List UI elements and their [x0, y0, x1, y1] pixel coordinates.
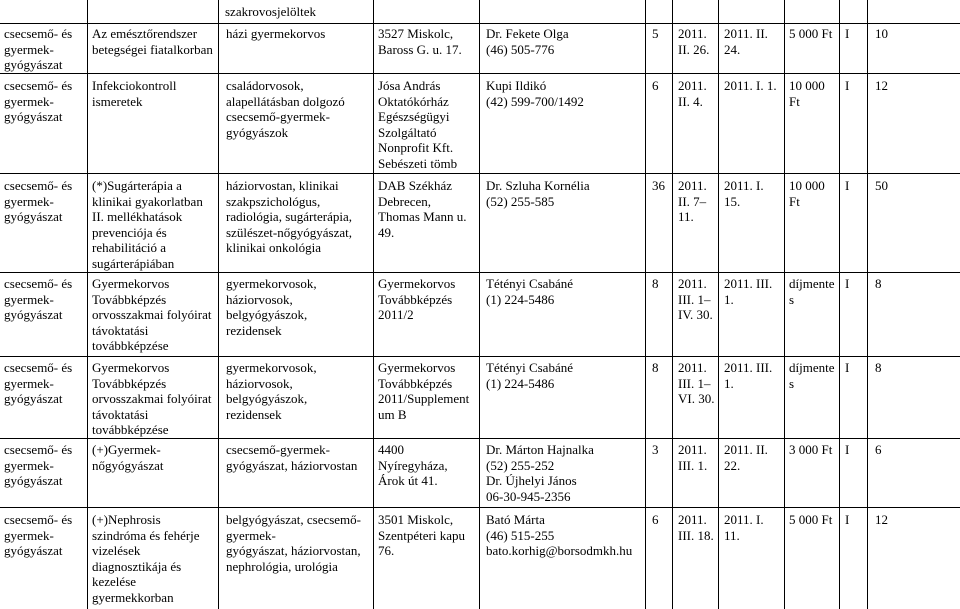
dates-line: III. 1.: [678, 457, 708, 473]
dates-line: II. 26.: [678, 41, 710, 57]
cell-type: [845, 178, 865, 194]
contact-line: Tétényi Csabáné: [486, 360, 573, 375]
contact-line: Dr. Újhelyi János: [486, 473, 577, 488]
points-line: 6: [652, 512, 659, 527]
title-line: továbbképzése: [92, 338, 169, 353]
cell-type: [845, 78, 865, 94]
title-line: diagnosztikája és: [92, 558, 182, 574]
cell-area: [4, 26, 86, 73]
audience-line: belgyógyászat, csecsemő-: [226, 512, 362, 527]
cell-points: [652, 442, 672, 458]
row-border: [0, 73, 960, 74]
title-line: továbbképzése: [92, 422, 169, 437]
cell-title: [92, 178, 217, 271]
audience-line: gyógyászat, háziorvostan: [226, 457, 358, 473]
cell-dates: [678, 360, 718, 407]
location-line: Jósa András: [378, 78, 441, 93]
title-line: Továbbképzés: [92, 291, 167, 307]
fee-line: 10 000: [789, 178, 825, 193]
contact-line: 06-30-945-2356: [486, 488, 571, 504]
cell-deadline: [724, 442, 784, 473]
spillover-line: szakrovosjelöltek: [225, 4, 316, 19]
cell-title: [92, 276, 217, 354]
location-line: um B: [378, 406, 407, 422]
cell-type: [845, 360, 865, 376]
fee-line: 3 000 Ft: [789, 442, 833, 457]
cell-points: [652, 26, 672, 42]
contact-line: (1) 224-5486: [486, 375, 555, 391]
audience-line: szakpszichológus,: [226, 193, 321, 209]
cell-title: [92, 78, 217, 109]
dates-line: II. 7–: [678, 193, 707, 209]
title-line: (*)Sugárterápia a: [92, 178, 182, 193]
area-line: gyógyászat: [4, 57, 63, 72]
column-border: [784, 0, 785, 609]
title-line: távoktatási: [92, 406, 149, 422]
column-border: [718, 0, 719, 609]
contact-line: bato.korhig@borsodmkh.hu: [486, 543, 633, 558]
area-line: csecsemő- és: [4, 178, 73, 193]
title-line: klinikai gyakorlatban: [92, 193, 203, 209]
dates-line: 2011.: [678, 360, 707, 375]
cell-points: [652, 512, 672, 528]
location-line: 76.: [378, 543, 395, 558]
area-line: csecsemő- és: [4, 78, 73, 93]
area-line: csecsemő- és: [4, 276, 73, 291]
points-line: 5: [652, 26, 659, 41]
cell-location: [378, 512, 478, 559]
cell-audience: [226, 78, 372, 140]
dates-line: 2011.: [678, 442, 707, 457]
cell-points: [652, 178, 672, 194]
area-line: gyógyászat: [4, 473, 63, 488]
area-line: gyógyászat: [4, 209, 63, 224]
cell-dates: [678, 276, 718, 323]
cell-location: [378, 78, 478, 171]
fee-line: 5 000 Ft: [789, 512, 833, 527]
audience-line: belgyógyászok,: [226, 307, 308, 322]
fee-line: s: [789, 375, 795, 391]
audience-line: belgyógyászok,: [226, 391, 308, 406]
area-line: gyermek-: [4, 375, 54, 391]
cell-fee: [789, 178, 839, 209]
contact-line: Kupi Ildikó: [486, 78, 547, 93]
title-line: távoktatási: [92, 322, 149, 338]
dates-line: III. 1–: [678, 291, 711, 307]
column-border: [218, 0, 219, 609]
row-border: [0, 438, 960, 439]
location-line: Szentpéteri kapu: [378, 527, 465, 543]
cell-fee: [789, 276, 839, 307]
location-line: Gyermekorvos: [378, 276, 456, 291]
fee-line: díjmente: [789, 276, 835, 291]
cell-points: [652, 360, 672, 376]
cell-location: [378, 26, 478, 57]
points-line: 8: [652, 360, 659, 375]
cell-count: [875, 276, 915, 292]
cell-count: [875, 360, 915, 376]
title-line: (+)Nephrosis: [92, 512, 161, 527]
cell-audience: [226, 512, 372, 574]
area-line: gyógyászat: [4, 109, 63, 124]
location-line: Sebészeti tömb: [378, 155, 458, 171]
fee-line: Ft: [789, 93, 800, 109]
cell-type: [845, 512, 865, 528]
points-line: 36: [652, 178, 665, 193]
type-line: I: [845, 360, 850, 375]
type-line: I: [845, 26, 850, 41]
cell-deadline: [724, 178, 784, 209]
row-border: [0, 173, 960, 174]
type-line: I: [845, 78, 850, 93]
audience-line: gyermekorvosok,: [226, 360, 317, 375]
area-line: gyermek-: [4, 193, 54, 209]
audience-line: gyermekorvosok,: [226, 276, 317, 291]
location-line: Árok út 41.: [378, 473, 438, 488]
dates-line: 2011.: [678, 178, 707, 193]
audience-line: nephrológia, urológia: [226, 558, 338, 574]
cell-contact: [486, 442, 644, 504]
title-line: (+)Gyermek-: [92, 442, 161, 457]
audience-line: klinikai onkológia: [226, 240, 321, 255]
location-line: Egészségügyi: [378, 109, 450, 124]
deadline-line: 1.: [724, 375, 734, 391]
title-line: vizelések: [92, 543, 141, 558]
column-border: [672, 0, 673, 609]
type-line: I: [845, 276, 850, 291]
cell-count: [875, 512, 915, 528]
title-line: sugárterápiában: [92, 255, 175, 271]
cell-deadline: [724, 512, 784, 543]
cell-dates: [678, 442, 718, 473]
title-line: II. mellékhatások: [92, 209, 183, 224]
audience-line: alapellátásban dolgozó: [226, 93, 345, 109]
deadline-line: 24.: [724, 41, 741, 57]
cell-title: [92, 442, 217, 473]
location-line: 2011/2: [378, 307, 414, 322]
deadline-line: 22.: [724, 457, 741, 473]
location-line: Debrecen,: [378, 193, 432, 209]
area-line: csecsemő- és: [4, 512, 73, 527]
cell-fee: [789, 360, 839, 391]
deadline-line: 2011. I. 1.: [724, 78, 777, 93]
cell-dates: [678, 26, 718, 57]
location-line: Nyíregyháza,: [378, 457, 448, 473]
audience-line: háziorvostan, klinikai: [226, 178, 339, 193]
cell-audience: [226, 442, 372, 473]
title-line: Gyermekorvos: [92, 276, 170, 291]
fee-line: 10 000: [789, 78, 825, 93]
title-line: ismeretek: [92, 93, 143, 109]
area-line: gyermek-: [4, 93, 54, 109]
location-line: Továbbképzés: [378, 375, 453, 391]
cell-audience: [226, 26, 372, 42]
cell-count: [875, 26, 915, 42]
contact-line: (1) 224-5486: [486, 291, 555, 307]
cell-points: [652, 276, 672, 292]
count-line: 8: [875, 360, 882, 375]
audience-line: csecsemő-gyermek-: [226, 442, 330, 457]
location-line: 3501 Miskolc,: [378, 512, 454, 527]
location-line: Gyermekorvos: [378, 360, 456, 375]
cell-fee: [789, 442, 839, 458]
cell-audience: [226, 276, 372, 338]
area-line: gyermek-: [4, 41, 54, 57]
area-line: csecsemő- és: [4, 26, 73, 41]
title-line: Továbbképzés: [92, 375, 167, 391]
column-border: [867, 0, 868, 609]
audience-line: gyermek-: [226, 527, 276, 543]
contact-line: (46) 515-255: [486, 527, 555, 543]
title-line: szindróma és fehérje: [92, 527, 200, 543]
title-line: betegségei fiatalkorban: [92, 41, 213, 57]
audience-line: radiológia, sugárterápia,: [226, 209, 352, 224]
column-border: [839, 0, 840, 609]
points-line: 6: [652, 78, 659, 93]
row-border: [0, 23, 960, 24]
deadline-line: 2011. I.: [724, 512, 764, 527]
contact-line: (52) 255-252: [486, 457, 555, 473]
cell-deadline: [724, 26, 784, 57]
title-line: orvosszakmai folyóirat: [92, 307, 212, 322]
location-line: 4400: [378, 442, 404, 457]
contact-line: Tétényi Csabáné: [486, 276, 573, 291]
column-border: [373, 0, 374, 609]
cell-title: [92, 360, 217, 438]
cell-area: [4, 512, 86, 559]
dates-line: III. 1–: [678, 375, 711, 391]
audience-line: családorvosok,: [226, 78, 304, 93]
dates-line: IV. 30.: [678, 307, 713, 322]
deadline-line: 15.: [724, 193, 741, 209]
cell-title: [92, 512, 217, 605]
area-line: gyógyászat: [4, 391, 63, 406]
column-border: [87, 0, 88, 609]
location-line: Oktatókórház: [378, 93, 449, 109]
audience-line: háziorvosok,: [226, 291, 293, 307]
cell-area: [4, 78, 86, 125]
cell-location: [378, 360, 478, 422]
location-line: Nonprofit Kft.: [378, 140, 454, 155]
location-line: 3527 Miskolc,: [378, 26, 454, 41]
count-line: 12: [875, 78, 888, 93]
audience-line: szülészet-nőgyógyászat,: [226, 224, 352, 240]
cell-fee: [789, 78, 839, 109]
column-border: [479, 0, 480, 609]
title-line: Gyermekorvos: [92, 360, 170, 375]
deadline-line: 2011. I.: [724, 178, 764, 193]
area-line: gyógyászat: [4, 307, 63, 322]
cell-type: [845, 26, 865, 42]
dates-line: 2011.: [678, 512, 707, 527]
row-border: [0, 272, 960, 273]
contact-line: (46) 505-776: [486, 41, 555, 57]
type-line: I: [845, 512, 850, 527]
cell-audience: [226, 360, 372, 422]
title-line: orvosszakmai folyóirat: [92, 391, 212, 406]
location-line: Thomas Mann u.: [378, 209, 467, 224]
cell-fee: [789, 512, 839, 528]
contact-line: Dr. Szluha Kornélia: [486, 178, 590, 193]
cell-type: [845, 276, 865, 292]
cell-area: [4, 442, 86, 489]
cell-count: [875, 442, 915, 458]
cell-deadline: [724, 360, 784, 391]
cell-count: [875, 178, 915, 194]
points-line: 8: [652, 276, 659, 291]
cell-contact: [486, 178, 644, 209]
location-line: 49.: [378, 224, 395, 240]
spillover-text: [225, 4, 316, 20]
cell-location: [378, 178, 478, 240]
title-line: nőgyógyászat: [92, 457, 164, 473]
cell-count: [875, 78, 915, 94]
cell-dates: [678, 178, 718, 225]
cell-contact: [486, 78, 644, 109]
type-line: I: [845, 178, 850, 193]
dates-line: 2011.: [678, 78, 707, 93]
audience-line: gyógyászok: [226, 124, 289, 140]
deadline-line: 2011. III.: [724, 360, 773, 375]
cell-dates: [678, 512, 718, 543]
fee-line: Ft: [789, 193, 800, 209]
title-line: Infekciokontroll: [92, 78, 177, 93]
deadline-line: 2011. III.: [724, 276, 773, 291]
cell-contact: [486, 276, 644, 307]
deadline-line: 2011. II.: [724, 26, 768, 41]
cell-deadline: [724, 276, 784, 307]
location-line: Baross G. u. 17.: [378, 41, 462, 57]
count-line: 50: [875, 178, 888, 193]
cell-area: [4, 360, 86, 407]
audience-line: háziorvosok,: [226, 375, 293, 391]
location-line: Szolgáltató: [378, 124, 437, 140]
title-line: prevenciója és: [92, 224, 167, 240]
contact-line: Bató Márta: [486, 512, 545, 527]
cell-title: [92, 26, 217, 57]
location-line: 2011/Supplement: [378, 391, 470, 406]
contact-line: (42) 599-700/1492: [486, 93, 584, 109]
column-border: [645, 0, 646, 609]
dates-line: 2011.: [678, 276, 707, 291]
cell-contact: [486, 512, 644, 559]
cell-contact: [486, 360, 644, 391]
audience-line: házi gyermekorvos: [226, 26, 326, 41]
dates-line: VI. 30.: [678, 391, 715, 406]
dates-line: 11.: [678, 209, 694, 224]
points-line: 3: [652, 442, 659, 457]
title-line: Az emésztőrendszer: [92, 26, 198, 41]
count-line: 6: [875, 442, 882, 457]
contact-line: Dr. Márton Hajnalka: [486, 442, 594, 457]
dates-line: III. 18.: [678, 527, 714, 543]
cell-area: [4, 178, 86, 225]
cell-audience: [226, 178, 372, 256]
contact-line: Dr. Fekete Olga: [486, 26, 569, 41]
area-line: csecsemő- és: [4, 360, 73, 375]
area-line: gyermek-: [4, 457, 54, 473]
cell-contact: [486, 26, 644, 57]
audience-line: gyógyászat, háziorvostan,: [226, 543, 361, 558]
row-border: [0, 507, 960, 508]
row-border: [0, 356, 960, 357]
dates-line: II. 4.: [678, 93, 703, 109]
location-line: DAB Székház: [378, 178, 453, 193]
title-line: gyermekkorban: [92, 589, 174, 605]
area-line: gyermek-: [4, 527, 54, 543]
contact-line: (52) 255-585: [486, 193, 555, 209]
count-line: 12: [875, 512, 888, 527]
deadline-line: 1.: [724, 291, 734, 307]
audience-line: rezidensek: [226, 322, 282, 338]
cell-location: [378, 442, 478, 489]
area-line: csecsemő- és: [4, 442, 73, 457]
title-line: kezelése: [92, 574, 137, 589]
cell-area: [4, 276, 86, 323]
type-line: I: [845, 442, 850, 457]
audience-line: rezidensek: [226, 406, 282, 422]
dates-line: 2011.: [678, 26, 707, 41]
cell-points: [652, 78, 672, 94]
count-line: 8: [875, 276, 882, 291]
fee-line: s: [789, 291, 795, 307]
fee-line: 5 000 Ft: [789, 26, 833, 41]
area-line: gyermek-: [4, 291, 54, 307]
area-line: gyógyászat: [4, 543, 63, 558]
cell-type: [845, 442, 865, 458]
audience-line: csecsemő-gyermek-: [226, 109, 330, 124]
cell-dates: [678, 78, 718, 109]
title-line: rehabilitáció a: [92, 240, 166, 255]
cell-deadline: [724, 78, 784, 94]
deadline-line: 2011. II.: [724, 442, 768, 457]
cell-fee: [789, 26, 839, 42]
cell-location: [378, 276, 478, 323]
location-line: Továbbképzés: [378, 291, 453, 307]
count-line: 10: [875, 26, 888, 41]
deadline-line: 11.: [724, 527, 740, 543]
fee-line: díjmente: [789, 360, 835, 375]
